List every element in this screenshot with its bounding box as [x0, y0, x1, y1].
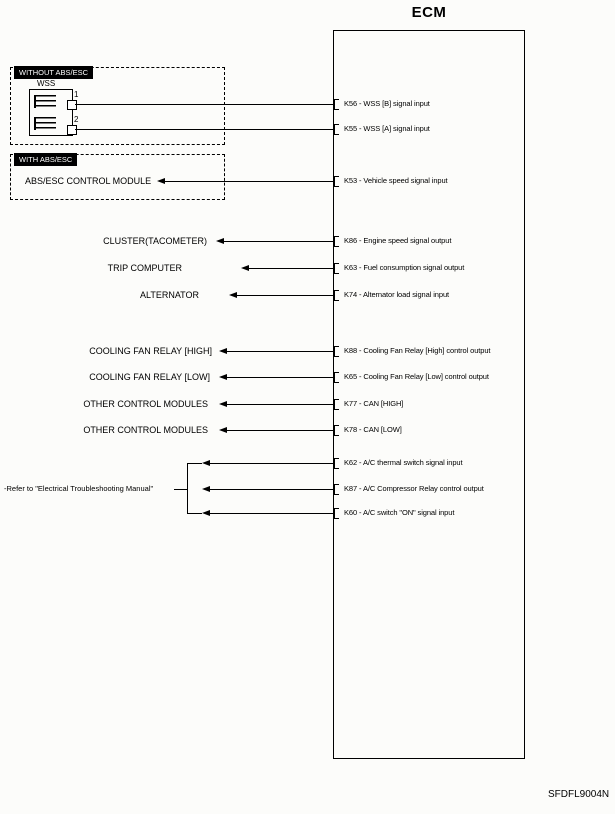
ecm-pin-tick-K74 [334, 290, 339, 301]
ecm-pin-label-K78: K78 - CAN [LOW] [344, 425, 402, 434]
ecm-pin-label-K60: K60 - A/C switch "ON" signal input [344, 508, 455, 517]
signal-wire-K87 [209, 489, 333, 490]
ecm-pin-label-K88: K88 - Cooling Fan Relay [High] control output [344, 346, 491, 355]
ecm-pin-tick-K56 [334, 99, 339, 110]
ecm-pin-tick-K55 [334, 124, 339, 135]
ecm-pin-label-K56: K56 - WSS [B] signal input [344, 99, 430, 108]
signal-wire-K62 [209, 463, 333, 464]
ecm-pin-tick-K53 [334, 176, 339, 187]
arrow-left-icon [219, 374, 227, 380]
ecm-pin-tick-K63 [334, 263, 339, 274]
with-abs-group-box [10, 154, 225, 200]
signal-wire-K86 [223, 241, 333, 242]
connector-tab-1 [67, 100, 77, 110]
arrow-left-icon [202, 460, 210, 466]
ecm-pin-label-K55: K55 - WSS [A] signal input [344, 124, 430, 133]
arrow-left-icon [219, 401, 227, 407]
without-abs-tag: WITHOUT ABS/ESC [14, 66, 93, 79]
connector-pin-number-2: 2 [74, 115, 79, 124]
ecm-pin-label-K86: K86 - Engine speed signal output [344, 236, 452, 245]
ecm-pin-tick-K60 [334, 508, 339, 519]
ac-bracket-stub [187, 513, 202, 514]
signal-wire-K53 [164, 181, 333, 182]
with-abs-tag: WITH ABS/ESC [14, 153, 77, 166]
connector-terminal-icon [34, 117, 56, 130]
wss-connector [29, 89, 73, 136]
ecm-pin-label-K65: K65 - Cooling Fan Relay [Low] control output [344, 372, 489, 381]
arrow-left-icon [241, 265, 249, 271]
arrow-left-icon [219, 427, 227, 433]
signal-wire-K60 [209, 513, 333, 514]
ecm-pin-label-K74: K74 - Alternator load signal input [344, 290, 450, 299]
wss-sensor-label: WSS [37, 79, 56, 88]
ac-bracket-stub [187, 463, 202, 464]
signal-wire-K56 [75, 104, 333, 105]
connector-tab-2 [67, 125, 77, 135]
component-label: OTHER CONTROL MODULES [83, 399, 208, 409]
signal-wire-K63 [248, 268, 333, 269]
signal-wire-K55 [75, 129, 333, 130]
ecm-pin-label-K53: K53 - Vehicle speed signal input [344, 176, 448, 185]
figure-code: SFDFL9004N [548, 789, 610, 800]
component-label: CLUSTER(TACOMETER) [103, 236, 207, 246]
signal-wire-K88 [226, 351, 333, 352]
ac-refer-note: -Refer to "Electrical Troubleshooting Manual" [4, 484, 154, 493]
ecm-pin-tick-K86 [334, 236, 339, 247]
component-label: ALTERNATOR [139, 290, 199, 300]
signal-wire-K78 [226, 430, 333, 431]
ecm-pin-tick-K88 [334, 346, 339, 357]
connector-pin-number-1: 1 [74, 90, 79, 99]
ecm-pin-label-K77: K77 - CAN [HIGH] [344, 399, 404, 408]
arrow-left-icon [202, 510, 210, 516]
arrow-left-icon [229, 292, 237, 298]
arrow-left-icon [157, 178, 165, 184]
connector-terminal-icon [34, 95, 56, 108]
signal-wire-K77 [226, 404, 333, 405]
ecm-pin-tick-K77 [334, 399, 339, 410]
ecm-pin-label-K63: K63 - Fuel consumption signal output [344, 263, 465, 272]
ac-bracket-stub [174, 489, 187, 490]
ecm-pin-tick-K65 [334, 372, 339, 383]
without-abs-group-box [10, 67, 225, 145]
ecm-pin-tick-K87 [334, 484, 339, 495]
signal-wire-K74 [236, 295, 333, 296]
ecm-pin-label-K62: K62 - A/C thermal switch signal input [344, 458, 463, 467]
arrow-left-icon [202, 486, 210, 492]
ecm-box [333, 30, 525, 759]
ecm-title: ECM [411, 4, 447, 21]
component-label: OTHER CONTROL MODULES [83, 425, 208, 435]
ecm-pin-tick-K78 [334, 425, 339, 436]
abs-esc-control-module-label: ABS/ESC CONTROL MODULE [25, 176, 152, 186]
arrow-left-icon [216, 238, 224, 244]
component-label: COOLING FAN RELAY [LOW] [89, 372, 210, 382]
signal-wire-K65 [226, 377, 333, 378]
component-label: COOLING FAN RELAY [HIGH] [89, 346, 212, 356]
ecm-pin-label-K87: K87 - A/C Compressor Relay control output [344, 484, 484, 493]
component-label: TRIP COMPUTER [107, 263, 182, 273]
ac-bracket-line [187, 463, 188, 514]
ecm-pin-tick-K62 [334, 458, 339, 469]
arrow-left-icon [219, 348, 227, 354]
